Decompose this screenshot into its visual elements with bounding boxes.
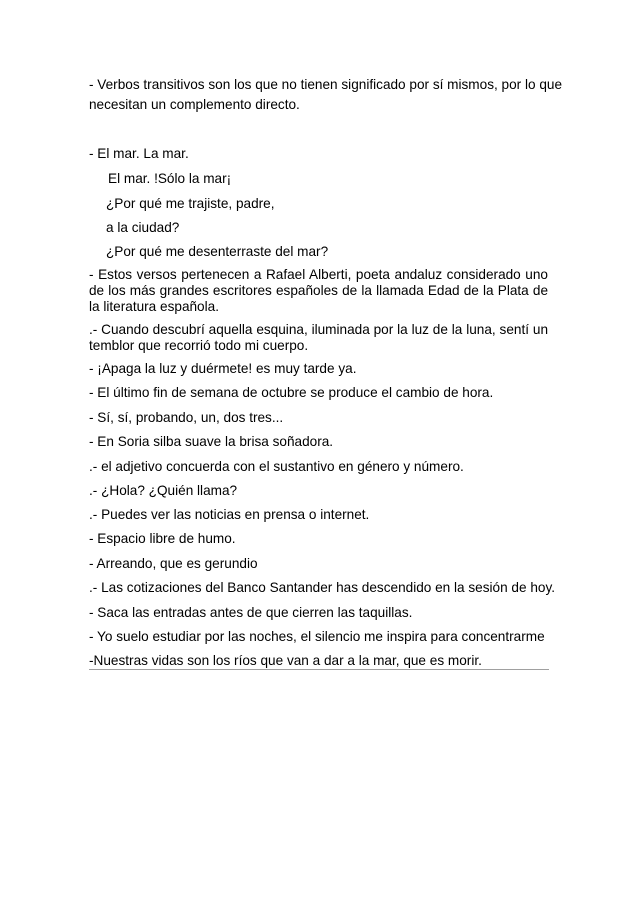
poem-line-4: a la ciudad? [106, 220, 180, 235]
list-item: - Arreando, que es gerundio [89, 556, 258, 571]
list-item: - En Soria silba suave la brisa soñadora. [89, 434, 334, 449]
bottom-divider [89, 669, 549, 670]
poem-line-3: ¿Por qué me trajiste, padre, [106, 196, 275, 211]
list-item: - Saca las entradas antes de que cierren las taquillas. [89, 605, 413, 620]
intro-line-2: necesitan un complemento directo. [89, 97, 300, 112]
paragraph-alberti: - Estos versos pertenecen a Rafael Alberti, poeta andaluz considerado uno de los más grandes escritores españoles de la llamada Edad de la Plata de la literatura española. [89, 267, 548, 314]
list-item: - Yo suelo estudiar por las noches, el silencio me inspira para concentrarme [89, 629, 545, 644]
list-item: .- el adjetivo concuerda con el sustantivo en género y número. [89, 459, 464, 474]
list-item: .- Puedes ver las noticias en prensa o internet. [89, 507, 370, 522]
intro-line-1: - Verbos transitivos son los que no tienen significado por sí mismos, por lo que [89, 77, 563, 92]
list-item: .- Las cotizaciones del Banco Santander has descendido en la sesión de hoy. [89, 580, 556, 595]
paragraph-esquina: .- Cuando descubrí aquella esquina, iluminada por la luz de la luna, sentí un temblor que recorrió todo mi cuerpo. [89, 322, 548, 353]
poem-line-1: - El mar. La mar. [89, 146, 189, 161]
list-item: - ¡Apaga la luz y duérmete! es muy tarde ya. [89, 361, 357, 376]
poem-line-5: ¿Por qué me desenterraste del mar? [106, 244, 329, 259]
poem-line-2: El mar. !Sólo la mar¡ [108, 171, 232, 186]
list-item: -Nuestras vidas son los ríos que van a dar a la mar, que es morir. [89, 653, 482, 668]
list-item: - Espacio libre de humo. [89, 531, 236, 546]
list-item: - El último fin de semana de octubre se produce el cambio de hora. [89, 385, 494, 400]
list-item: .- ¿Hola? ¿Quién llama? [89, 483, 238, 498]
list-item: - Sí, sí, probando, un, dos tres... [89, 410, 284, 425]
